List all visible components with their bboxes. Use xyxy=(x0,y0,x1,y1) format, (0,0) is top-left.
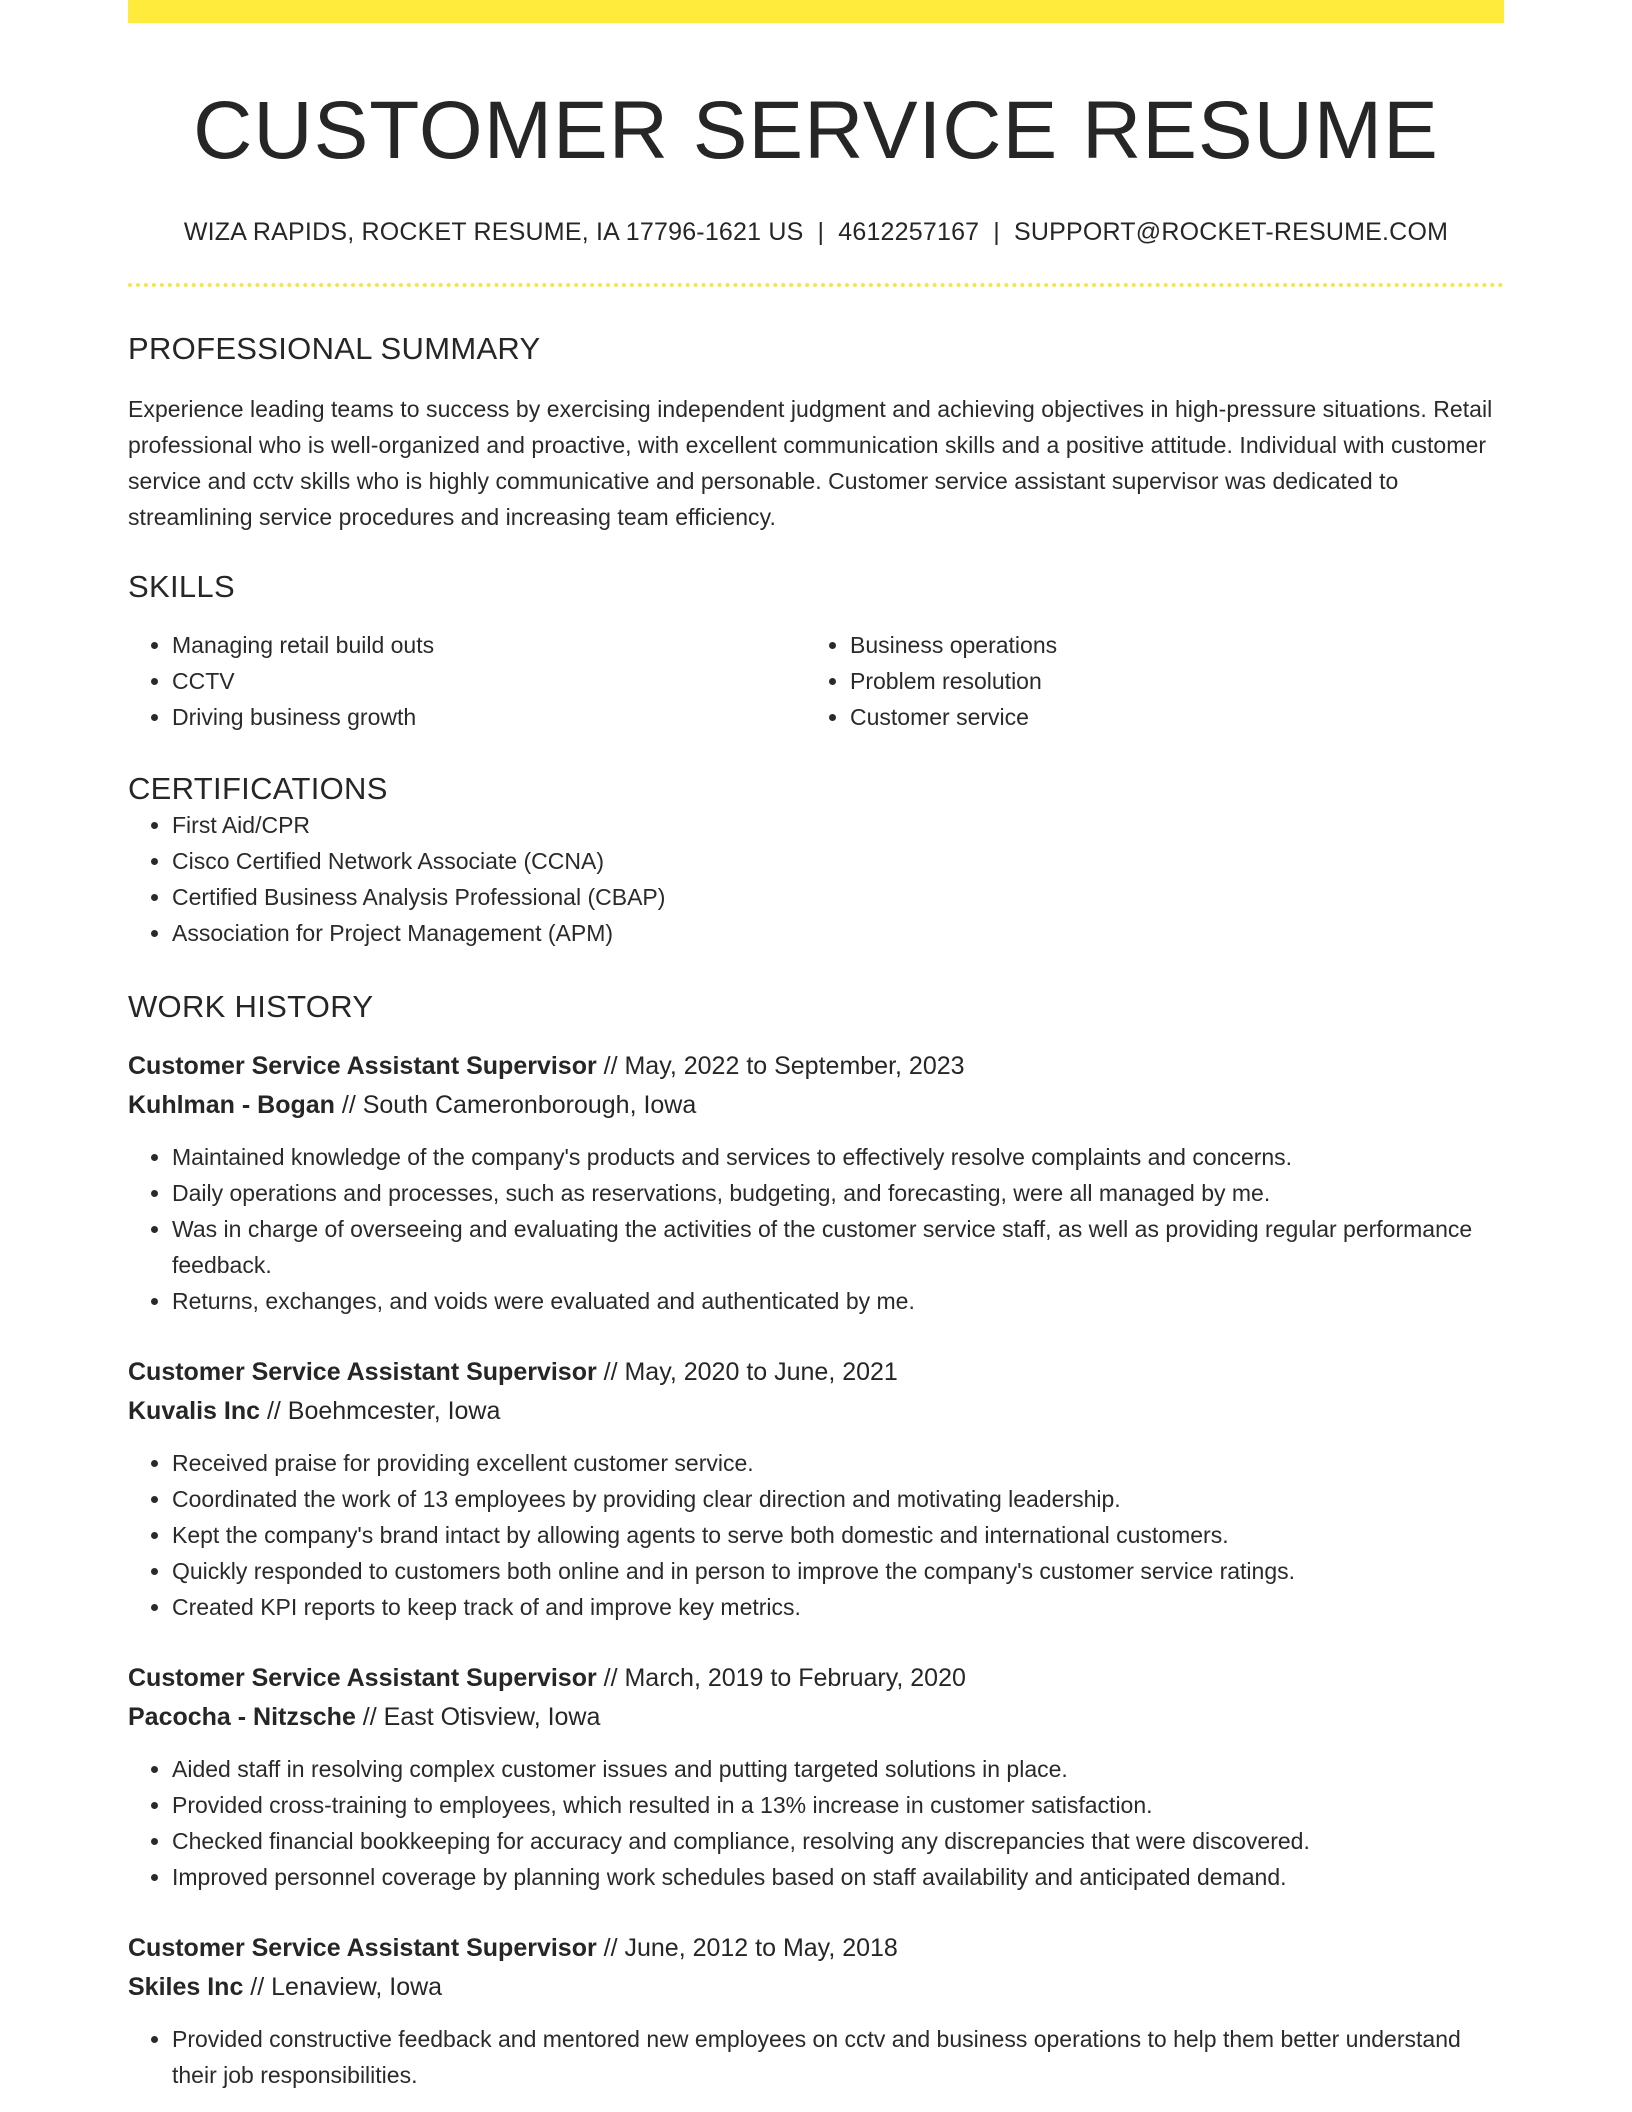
job-bullet: • Checked financial bookkeeping for accuracy and compliance, resolving any discrepancies that were discovered. xyxy=(172,1823,1504,1859)
job-bullets xyxy=(128,1751,1504,1895)
job-role: Customer Service Assistant Supervisor xyxy=(128,1052,597,1081)
job-dates: // March, 2019 to February, 2020 xyxy=(596,1664,966,1693)
job-location: // Boehmcester, Iowa xyxy=(260,1397,501,1426)
job-bullet: • Was in charge of overseeing and evaluating the activities of the customer service staff, as well as providing regular performance feedback. xyxy=(172,1211,1504,1283)
contact-phone: 4612257167 xyxy=(838,218,980,247)
job-bullet: • Improved personnel coverage by planning work schedules based on staff availability and anticipated demand. xyxy=(172,1859,1504,1895)
certification-item: • Certified Business Analysis Professional (CBAP) xyxy=(172,879,1504,915)
job-bullet: • Quickly responded to customers both online and in person to improve the company's customer service ratings. xyxy=(172,1553,1504,1589)
contact-email: SUPPORT@ROCKET-RESUME.COM xyxy=(1013,218,1449,247)
dotted-divider xyxy=(128,283,1504,287)
job-entry xyxy=(128,1353,1504,1625)
job-bullet: • Maintained knowledge of the company's products and services to effectively resolve complaints and concerns. xyxy=(172,1139,1504,1175)
job-role-line xyxy=(128,1929,1504,1968)
job-bullets xyxy=(128,1445,1504,1625)
job-role-line xyxy=(128,1353,1504,1392)
job-location: // South Cameronborough, Iowa xyxy=(334,1091,697,1120)
top-accent-bar xyxy=(128,0,1504,23)
skill-item: • Problem resolution xyxy=(850,663,1484,699)
skill-item: • Business operations xyxy=(850,627,1484,663)
job-company: Pacocha - Nitzsche xyxy=(128,1703,356,1732)
job-role: Customer Service Assistant Supervisor xyxy=(128,1358,597,1387)
certifications-list xyxy=(128,807,1504,951)
contact-separator: | xyxy=(993,218,1000,247)
job-entry xyxy=(128,1047,1504,1319)
job-company-line xyxy=(128,1392,1504,1431)
job-role-line xyxy=(128,1659,1504,1698)
contact-separator: | xyxy=(817,218,825,247)
job-dates: // May, 2022 to September, 2023 xyxy=(596,1052,965,1081)
summary-heading: PROFESSIONAL SUMMARY xyxy=(128,331,541,367)
job-company-line xyxy=(128,1698,1504,1737)
job-company-line xyxy=(128,1968,1504,2007)
job-bullet: • Returns, exchanges, and voids were evaluated and authenticated by me. xyxy=(172,1283,1504,1319)
job-bullet: • Kept the company's brand intact by allowing agents to serve both domestic and international customers. xyxy=(172,1517,1504,1553)
skill-item: • CCTV xyxy=(172,663,806,699)
skills-list xyxy=(128,627,1504,735)
job-company: Skiles Inc xyxy=(128,1973,244,2002)
certification-item: • Cisco Certified Network Associate (CCNA) xyxy=(172,843,1504,879)
job-company: Kuvalis Inc xyxy=(128,1397,260,1426)
job-bullet: • Provided cross-training to employees, which resulted in a 13% increase in customer satisfaction. xyxy=(172,1787,1504,1823)
job-bullet: • Created KPI reports to keep track of and improve key metrics. xyxy=(172,1589,1504,1625)
skill-item: • Driving business growth xyxy=(172,699,806,735)
certifications-heading: CERTIFICATIONS xyxy=(128,771,388,807)
summary-text: Experience leading teams to success by exercising independent judgment and achieving objectives in high-pressure situations. Retail professional who is well-organized and proactive, with excellent communication skills and a positive attitude. Individual with customer service and cctv skills who is highly communicative and personable. Customer service assistant supervisor was dedicated to streamlining service procedures and increasing team efficiency. xyxy=(128,396,1493,531)
job-entry xyxy=(128,1659,1504,1895)
job-bullet: • Coordinated the work of 13 employees by providing clear direction and motivating leadership. xyxy=(172,1481,1504,1517)
job-location: // Lenaview, Iowa xyxy=(243,1973,443,2002)
job-bullet: • Received praise for providing excellent customer service. xyxy=(172,1445,1504,1481)
job-bullet: • Aided staff in resolving complex customer issues and putting targeted solutions in place. xyxy=(172,1751,1504,1787)
skill-item: • Customer service xyxy=(850,699,1484,735)
contact-line xyxy=(128,218,1504,247)
job-entry xyxy=(128,1929,1504,2093)
certification-item: • First Aid/CPR xyxy=(172,807,1504,843)
job-dates: // May, 2020 to June, 2021 xyxy=(596,1358,898,1387)
job-role-line xyxy=(128,1047,1504,1086)
resume-page xyxy=(128,0,1504,2093)
skill-item: • Managing retail build outs xyxy=(172,627,806,663)
contact-address: WIZA RAPIDS, ROCKET RESUME, IA 17796-1621 US xyxy=(183,218,804,247)
skills-heading: SKILLS xyxy=(128,569,235,605)
job-bullets xyxy=(128,1139,1504,1319)
job-location: // East Otisview, Iowa xyxy=(355,1703,601,1732)
job-dates: // June, 2012 to May, 2018 xyxy=(596,1934,898,1963)
job-role: Customer Service Assistant Supervisor xyxy=(128,1934,597,1963)
job-company: Kuhlman - Bogan xyxy=(128,1091,335,1120)
resume-title: CUSTOMER SERVICE RESUME xyxy=(193,85,1439,176)
job-bullets xyxy=(128,2021,1504,2093)
certification-item: • Association for Project Management (APM) xyxy=(172,915,1504,951)
job-role: Customer Service Assistant Supervisor xyxy=(128,1664,597,1693)
skills-column-left xyxy=(128,627,806,735)
job-bullet: • Provided constructive feedback and mentored new employees on cctv and business operations to help them better understand their job responsibilities. xyxy=(172,2021,1504,2093)
job-company-line xyxy=(128,1086,1504,1125)
work-history-heading: WORK HISTORY xyxy=(128,989,374,1025)
job-bullet: • Daily operations and processes, such as reservations, budgeting, and forecasting, were all managed by me. xyxy=(172,1175,1504,1211)
skills-column-right xyxy=(806,627,1484,735)
